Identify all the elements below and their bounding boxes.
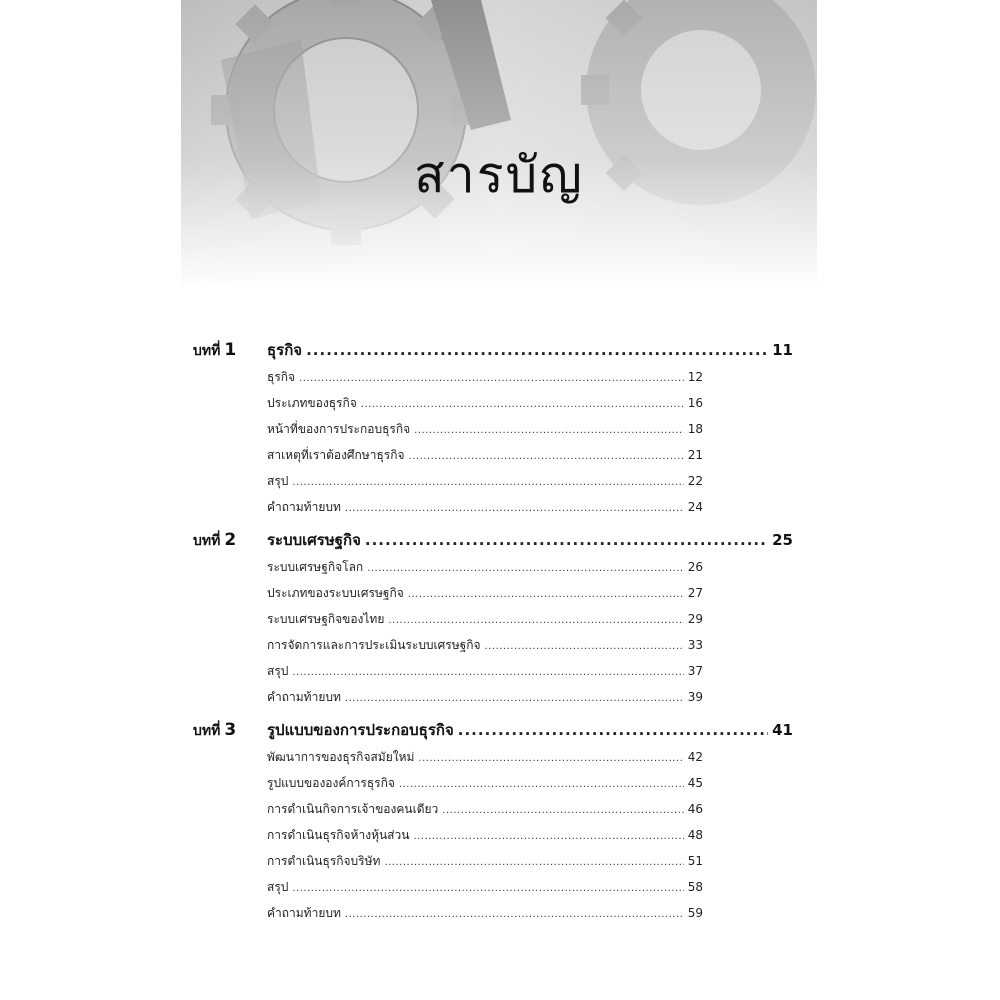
page-title: สารบัญ (414, 146, 584, 204)
entry-title: คำถามท้ายบท (267, 690, 341, 704)
dot-leader (399, 779, 684, 790)
chapter-label (193, 340, 267, 362)
entry-page-number: 27 (687, 586, 703, 600)
chapter-entries (267, 558, 703, 714)
toc-entry[interactable] (267, 368, 703, 394)
dot-leader (458, 721, 768, 739)
entry-page-number: 37 (687, 664, 703, 678)
dot-leader (365, 531, 768, 549)
entry-title: ระบบเศรษฐกิจของไทย (267, 612, 385, 626)
entry-title: สรุป (267, 664, 289, 678)
dot-leader (299, 373, 684, 384)
dot-leader (408, 589, 684, 600)
entry-title: สาเหตุที่เราต้องศึกษาธุรกิจ (267, 448, 405, 462)
chapter-entries (267, 748, 703, 930)
entry-title: คำถามท้ายบท (267, 500, 341, 514)
entry-title: ระบบเศรษฐกิจโลก (267, 560, 364, 574)
table-of-contents (193, 338, 793, 934)
entry-title: ธุรกิจ (267, 370, 296, 384)
dot-leader (485, 641, 684, 652)
dot-leader (361, 399, 684, 410)
entry-page-number: 58 (687, 880, 703, 894)
chapter-page-number: 41 (772, 721, 793, 739)
chapter-3 (193, 718, 793, 930)
entry-page-number: 18 (687, 422, 703, 436)
chapter-number: 3 (224, 720, 237, 740)
entry-page-number: 26 (687, 560, 703, 574)
chapter-title: ระบบเศรษฐกิจ (267, 531, 361, 549)
dot-leader (442, 805, 683, 816)
entry-title: การจัดการและการประเมินระบบเศรษฐกิจ (267, 638, 481, 652)
entry-title: ประเภทของระบบเศรษฐกิจ (267, 586, 404, 600)
entry-page-number: 39 (687, 690, 703, 704)
toc-entry[interactable] (267, 878, 703, 904)
chapter-heading[interactable] (193, 718, 793, 748)
document-page (181, 0, 817, 1000)
chapter-number: 1 (224, 340, 237, 360)
chapter-prefix: บทที่ (193, 723, 221, 739)
dot-leader (292, 477, 683, 488)
entry-page-number: 42 (687, 750, 703, 764)
chapter-prefix: บทที่ (193, 533, 221, 549)
entry-page-number: 51 (687, 854, 703, 868)
entry-page-number: 29 (687, 612, 703, 626)
toc-entry[interactable] (267, 636, 703, 662)
dot-leader (384, 857, 683, 868)
toc-entry[interactable] (267, 420, 703, 446)
chapter-label (193, 720, 267, 742)
entry-page-number: 16 (687, 396, 703, 410)
toc-entry[interactable] (267, 472, 703, 498)
entry-title: หน้าที่ของการประกอบธุรกิจ (267, 422, 411, 436)
chapter-title: ธุรกิจ (267, 341, 303, 359)
dot-leader (413, 831, 683, 842)
entry-title: การดำเนินธุรกิจบริษัท (267, 854, 381, 868)
toc-entry[interactable] (267, 558, 703, 584)
toc-entry[interactable] (267, 688, 703, 714)
entry-title: สรุป (267, 474, 289, 488)
entry-page-number: 59 (687, 906, 703, 920)
dot-leader (388, 615, 683, 626)
toc-entry[interactable] (267, 774, 703, 800)
toc-entry[interactable] (267, 446, 703, 472)
entry-page-number: 12 (687, 370, 703, 384)
entry-title: ประเภทของธุรกิจ (267, 396, 357, 410)
entry-page-number: 45 (687, 776, 703, 790)
entry-title: การดำเนินกิจการเจ้าของคนเดียว (267, 802, 439, 816)
toc-entry[interactable] (267, 584, 703, 610)
entry-title: รูปแบบขององค์การธุรกิจ (267, 776, 395, 790)
toc-entry[interactable] (267, 498, 703, 524)
dot-leader (292, 883, 683, 894)
chapter-1 (193, 338, 793, 524)
dot-leader (345, 909, 684, 920)
entry-title: คำถามท้ายบท (267, 906, 341, 920)
dot-leader (292, 667, 683, 678)
toc-entry[interactable] (267, 800, 703, 826)
chapter-title: รูปแบบของการประกอบธุรกิจ (267, 721, 454, 739)
chapter-prefix: บทที่ (193, 343, 221, 359)
dot-leader (345, 693, 684, 704)
dot-leader (409, 451, 684, 462)
chapter-number: 2 (224, 530, 237, 550)
entry-page-number: 48 (687, 828, 703, 842)
chapter-heading[interactable] (193, 338, 793, 368)
dot-leader (367, 563, 684, 574)
chapter-2 (193, 528, 793, 714)
dot-leader (306, 341, 768, 359)
entry-page-number: 22 (687, 474, 703, 488)
toc-entry[interactable] (267, 394, 703, 420)
toc-entry[interactable] (267, 610, 703, 636)
entry-title: สรุป (267, 880, 289, 894)
toc-entry[interactable] (267, 852, 703, 878)
chapter-page-number: 11 (772, 341, 793, 359)
toc-entry[interactable] (267, 662, 703, 688)
entry-title: พัฒนาการของธุรกิจสมัยใหม่ (267, 750, 415, 764)
dot-leader (345, 503, 684, 514)
chapter-entries (267, 368, 703, 524)
chapter-page-number: 25 (772, 531, 793, 549)
entry-page-number: 21 (687, 448, 703, 462)
dot-leader (414, 425, 684, 436)
entry-page-number: 46 (687, 802, 703, 816)
toc-entry[interactable] (267, 826, 703, 852)
entry-title: การดำเนินธุรกิจห้างหุ้นส่วน (267, 828, 410, 842)
toc-entry[interactable] (267, 904, 703, 930)
entry-page-number: 33 (687, 638, 703, 652)
chapter-label (193, 530, 267, 552)
chapter-heading[interactable] (193, 528, 793, 558)
entry-page-number: 24 (687, 500, 703, 514)
toc-entry[interactable] (267, 748, 703, 774)
dot-leader (418, 753, 683, 764)
